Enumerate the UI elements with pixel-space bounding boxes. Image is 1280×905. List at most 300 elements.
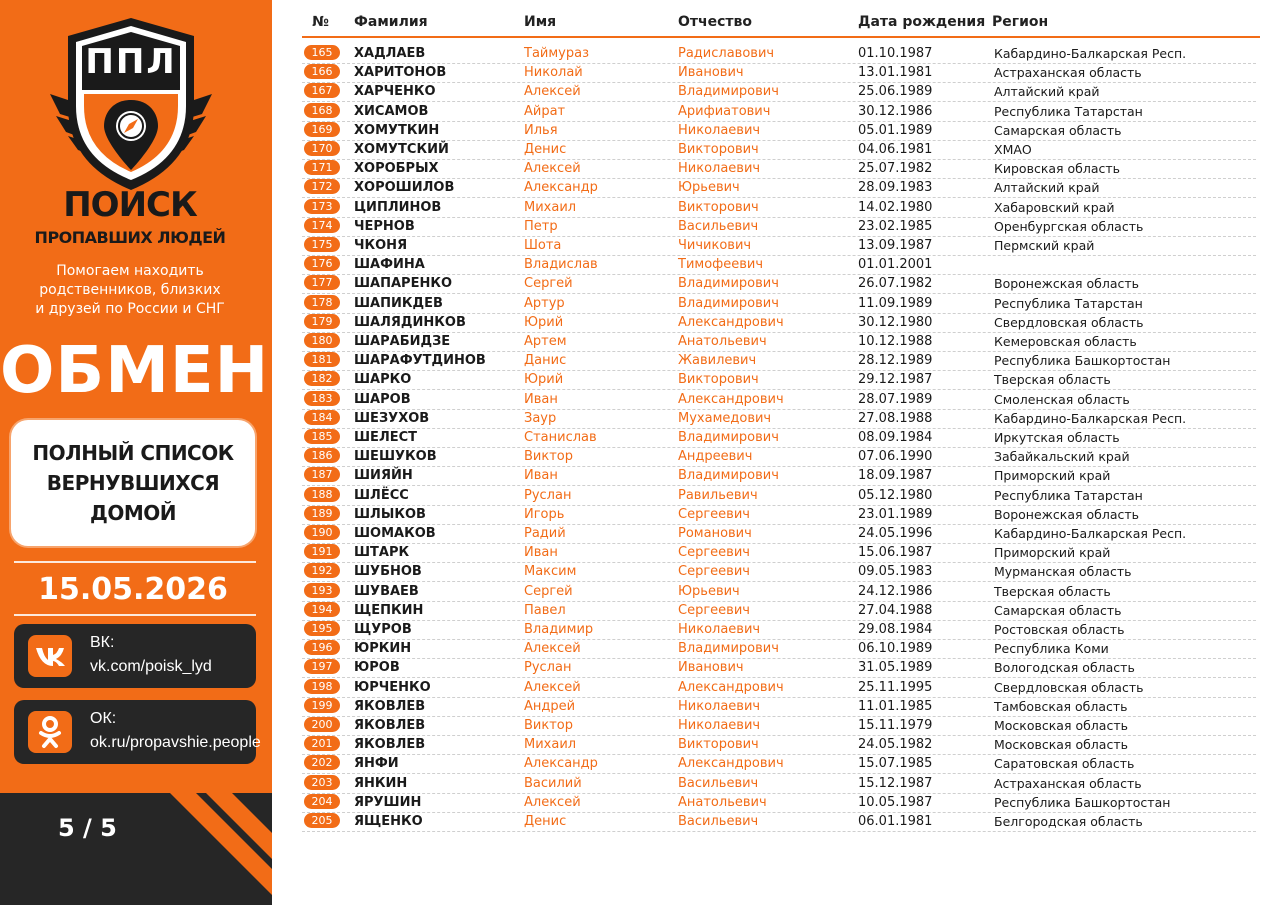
region: Приморский край	[994, 545, 1111, 561]
table-row	[302, 102, 1256, 122]
birth-date: 31.05.1989	[858, 660, 933, 676]
row-number: 197	[304, 659, 340, 674]
last-name: ШАРКО	[354, 372, 412, 388]
last-name: ХОРОШИЛОВ	[354, 180, 455, 196]
region: Самарская область	[994, 122, 1122, 138]
table-row	[302, 812, 1256, 832]
table-row	[302, 294, 1256, 314]
row-number: 195	[304, 621, 340, 636]
row-number: 182	[304, 371, 340, 386]
birth-date: 01.01.2001	[858, 257, 933, 273]
table-row	[302, 370, 1256, 390]
row-number: 202	[304, 755, 340, 770]
patronymic: Васильевич	[678, 814, 759, 829]
first-name: Владислав	[524, 257, 598, 273]
patronymic: Васильевич	[678, 775, 759, 791]
region: Белгородская область	[994, 814, 1143, 829]
last-name: ХАРИТОНОВ	[354, 65, 447, 81]
row-number: 184	[304, 410, 340, 425]
first-name: Николай	[524, 65, 583, 81]
row-number: 200	[304, 717, 340, 732]
list-title-line: ПОЛНЫЙ СПИСОК	[32, 441, 234, 465]
tagline	[0, 262, 260, 319]
patronymic: Радиславович	[678, 46, 775, 61]
table-row	[302, 82, 1256, 102]
first-name: Илья	[524, 122, 558, 138]
last-name: ЧЕРНОВ	[354, 218, 415, 234]
birth-date: 15.11.1979	[858, 718, 933, 733]
patronymic: Андреевич	[678, 449, 753, 465]
table-row	[302, 159, 1256, 179]
first-name: Иван	[524, 468, 558, 484]
patronymic: Иванович	[678, 660, 744, 676]
region: Алтайский край	[994, 84, 1100, 100]
logo-text: ППЛ	[85, 42, 177, 82]
birth-date: 13.09.1987	[858, 238, 933, 253]
first-name: Артем	[524, 334, 567, 349]
row-number: 186	[304, 448, 340, 463]
first-name: Данис	[524, 353, 567, 369]
table-row	[302, 735, 1256, 755]
patronymic: Романович	[678, 526, 752, 541]
birth-date: 10.12.1988	[858, 334, 933, 349]
patronymic: Викторович	[678, 199, 759, 215]
last-name: ХАДЛАЕВ	[354, 46, 426, 61]
first-name: Айрат	[524, 103, 566, 119]
first-name: Михаил	[524, 199, 577, 215]
table-row	[302, 562, 1256, 582]
table-row	[302, 44, 1256, 64]
row-number: 189	[304, 506, 340, 521]
birth-date: 01.10.1987	[858, 46, 933, 61]
birth-date: 28.12.1989	[858, 353, 933, 369]
table-row	[302, 543, 1256, 563]
patronymic: Равильевич	[678, 487, 758, 503]
first-name: Руслан	[524, 487, 572, 503]
region: Кабардино-Балкарская Респ.	[994, 46, 1187, 61]
region: Московская область	[994, 718, 1128, 733]
row-number: 192	[304, 563, 340, 578]
birth-date: 08.09.1984	[858, 430, 933, 445]
patronymic: Владимирович	[678, 276, 779, 292]
birth-date: 27.08.1988	[858, 410, 933, 426]
table-row	[302, 255, 1256, 275]
last-name: ШИЯЙН	[354, 468, 413, 484]
first-name: Виктор	[524, 449, 573, 465]
birth-date: 06.01.1981	[858, 814, 933, 829]
first-name: Алексей	[524, 679, 581, 695]
region: Республика Башкортостан	[994, 794, 1171, 810]
region: Воронежская область	[994, 276, 1140, 292]
row-number: 196	[304, 640, 340, 655]
first-name: Юрий	[524, 314, 564, 330]
region: Астраханская область	[994, 65, 1142, 81]
patronymic: Александрович	[678, 391, 784, 407]
table-row	[302, 754, 1256, 774]
first-name: Станислав	[524, 430, 597, 445]
row-number: 176	[304, 256, 340, 271]
last-name: ЯКОВЛЕВ	[354, 737, 426, 753]
last-name: ШТАРК	[354, 545, 410, 561]
first-name: Виктор	[524, 718, 573, 733]
tagline-line: и друзей по России и СНГ	[35, 301, 225, 317]
region: Воронежская область	[994, 506, 1140, 522]
row-number: 187	[304, 467, 340, 482]
last-name: ШАРАФУТДИНОВ	[354, 353, 486, 369]
row-number: 188	[304, 487, 340, 502]
patronymic: Анатольевич	[678, 794, 767, 810]
tagline-line: родственников, близких	[39, 282, 221, 298]
ppl-shield-logo	[46, 14, 216, 194]
region: Свердловская область	[994, 679, 1144, 695]
row-number: 181	[304, 352, 340, 367]
first-name: Максим	[524, 564, 577, 580]
table-row	[302, 236, 1256, 256]
last-name: ЯЩЕНКО	[354, 814, 423, 829]
vk-link[interactable]	[14, 624, 256, 688]
region: Приморский край	[994, 468, 1111, 484]
first-name: Иван	[524, 545, 558, 561]
birth-date: 04.06.1981	[858, 142, 933, 157]
region: Астраханская область	[994, 775, 1142, 791]
patronymic: Александрович	[678, 756, 784, 772]
birth-date: 24.05.1996	[858, 526, 933, 541]
region: Иркутская область	[994, 430, 1120, 445]
row-number: 174	[304, 218, 340, 233]
patronymic: Владимирович	[678, 641, 779, 657]
patronymic: Владимирович	[678, 295, 779, 311]
region: Республика Татарстан	[994, 487, 1143, 503]
region: Республика Татарстан	[994, 103, 1143, 119]
region: Ростовская область	[994, 622, 1125, 637]
last-name: ШЛЁСС	[354, 487, 409, 503]
table-header	[302, 12, 1260, 38]
ok-label: ОК:	[90, 710, 117, 727]
last-name: ХОМУТСКИЙ	[354, 142, 449, 157]
last-name: ШАПАРЕНКО	[354, 276, 453, 292]
first-name: Артур	[524, 295, 565, 311]
patronymic: Викторович	[678, 737, 759, 753]
birth-date: 15.12.1987	[858, 775, 933, 791]
row-number: 194	[304, 602, 340, 617]
patronymic: Сергеевич	[678, 545, 750, 561]
first-name: Алексей	[524, 84, 581, 100]
header-num: №	[312, 14, 329, 30]
row-number: 179	[304, 314, 340, 329]
row-number: 169	[304, 122, 340, 137]
patronymic: Викторович	[678, 372, 759, 388]
first-name: Алексей	[524, 161, 581, 177]
table-row	[302, 351, 1256, 371]
vk-label: ВК:	[90, 634, 115, 651]
last-name: ЯНФИ	[354, 756, 399, 772]
header-birth-date: Дата рождения	[858, 14, 986, 30]
birth-date: 26.07.1982	[858, 276, 933, 292]
divider	[14, 614, 256, 616]
region: Тверская область	[994, 372, 1111, 388]
row-number: 190	[304, 525, 340, 540]
exchange-title: ОБМЕН	[0, 334, 270, 408]
table-row	[302, 505, 1256, 525]
row-number: 193	[304, 583, 340, 598]
table-row	[302, 217, 1256, 237]
birth-date: 06.10.1989	[858, 641, 933, 657]
row-number: 172	[304, 179, 340, 194]
region: Алтайский край	[994, 180, 1100, 196]
first-name: Таймураз	[524, 46, 589, 61]
table-row	[302, 198, 1256, 218]
last-name: ЯНКИН	[354, 775, 408, 791]
list-title-line: ДОМОЙ	[90, 501, 176, 525]
birth-date: 09.05.1983	[858, 564, 933, 580]
birth-date: 05.12.1980	[858, 487, 933, 503]
table-row	[302, 601, 1256, 621]
birth-date: 10.05.1987	[858, 794, 933, 810]
table-row	[302, 390, 1256, 410]
birth-date: 13.01.1981	[858, 65, 933, 81]
last-name: ШАРОВ	[354, 391, 411, 407]
first-name: Иван	[524, 391, 558, 407]
row-number: 199	[304, 698, 340, 713]
birth-date: 14.02.1980	[858, 199, 933, 215]
table-row	[302, 63, 1256, 83]
last-name: ШЕШУКОВ	[354, 449, 437, 465]
ok-link[interactable]	[14, 700, 261, 764]
vk-url[interactable]: vk.com/poisk_lyd	[90, 658, 212, 675]
patronymic: Анатольевич	[678, 334, 767, 349]
region: Свердловская область	[994, 314, 1144, 330]
patronymic: Викторович	[678, 142, 759, 157]
birth-date: 11.09.1989	[858, 295, 933, 311]
last-name: ШЛЫКОВ	[354, 506, 426, 522]
row-number: 165	[304, 45, 340, 60]
table-row	[302, 774, 1256, 794]
last-name: ХАРЧЕНКО	[354, 84, 436, 100]
region: ХМАО	[994, 142, 1032, 157]
patronymic: Владимирович	[678, 84, 779, 100]
row-number: 204	[304, 794, 340, 809]
table-row	[302, 140, 1256, 160]
table-row	[302, 678, 1256, 698]
page-number: 5 / 5	[58, 814, 117, 842]
row-number: 177	[304, 275, 340, 290]
birth-date: 29.12.1987	[858, 372, 933, 388]
last-name: ШУБНОВ	[354, 564, 422, 580]
region: Тамбовская область	[994, 698, 1128, 714]
last-name: ХИСАМОВ	[354, 103, 429, 119]
first-name: Денис	[524, 142, 567, 157]
row-number: 167	[304, 83, 340, 98]
region: Смоленская область	[994, 391, 1130, 407]
region: Оренбургская область	[994, 218, 1144, 234]
row-number: 191	[304, 544, 340, 559]
last-name: ШЕЗУХОВ	[354, 410, 430, 426]
table-row	[302, 524, 1256, 544]
last-name: ЦИПЛИНОВ	[354, 199, 442, 215]
last-name: ЯКОВЛЕВ	[354, 718, 426, 733]
first-name: Денис	[524, 814, 567, 829]
last-name: ШАПИКДЕВ	[354, 295, 443, 311]
sidebar	[0, 0, 272, 905]
table-row	[302, 716, 1256, 736]
region: Кемеровская область	[994, 334, 1137, 349]
exchange-date: 15.05.2026	[38, 572, 228, 607]
first-name: Алексей	[524, 794, 581, 810]
table-row	[302, 447, 1256, 467]
patronymic: Николаевич	[678, 622, 761, 637]
table-row	[302, 313, 1256, 333]
last-name: ЩУРОВ	[354, 622, 412, 637]
last-name: ЮРЧЕНКО	[354, 679, 431, 695]
first-name: Сергей	[524, 276, 573, 292]
patronymic: Сергеевич	[678, 602, 750, 618]
table-row	[302, 793, 1256, 813]
first-name: Алексей	[524, 641, 581, 657]
patronymic: Васильевич	[678, 218, 759, 234]
last-name: ЯКОВЛЕВ	[354, 698, 426, 714]
ok-url[interactable]: ok.ru/propavshie.people	[90, 734, 261, 751]
patronymic: Иванович	[678, 65, 744, 81]
row-number: 171	[304, 160, 340, 175]
birth-date: 28.09.1983	[858, 180, 933, 196]
table-row	[302, 178, 1256, 198]
table-row	[302, 639, 1256, 659]
birth-date: 30.12.1980	[858, 314, 933, 330]
region: Кабардино-Балкарская Респ.	[994, 526, 1187, 541]
first-name: Руслан	[524, 660, 572, 676]
divider	[14, 561, 256, 563]
patronymic: Николаевич	[678, 161, 761, 177]
birth-date: 24.05.1982	[858, 737, 933, 753]
birth-date: 15.07.1985	[858, 756, 933, 772]
vk-icon	[28, 635, 72, 677]
brand-subtitle: ПРОПАВШИХ ЛЮДЕЙ	[34, 228, 226, 247]
last-name: ШАЛЯДИНКОВ	[354, 314, 466, 330]
row-number: 198	[304, 679, 340, 694]
patronymic: Жавилевич	[678, 353, 757, 369]
list-title-card	[14, 423, 252, 543]
header-patronymic: Отчество	[678, 14, 753, 30]
table-row	[302, 620, 1256, 640]
birth-date: 30.12.1986	[858, 103, 933, 119]
last-name: ЩЕПКИН	[354, 602, 424, 618]
region: Республика Коми	[994, 641, 1109, 657]
patronymic: Владимирович	[678, 430, 779, 445]
table-row	[302, 332, 1256, 352]
table-row	[302, 428, 1256, 448]
header-first-name: Имя	[524, 14, 557, 30]
footer-stripes	[0, 793, 272, 905]
region: Забайкальский край	[994, 449, 1130, 465]
row-number: 185	[304, 429, 340, 444]
patronymic: Владимирович	[678, 468, 779, 484]
row-number: 170	[304, 141, 340, 156]
first-name: Михаил	[524, 737, 577, 753]
first-name: Сергей	[524, 583, 573, 599]
table-row	[302, 121, 1256, 141]
last-name: ШАРАБИДЗЕ	[354, 334, 451, 349]
patronymic: Николаевич	[678, 718, 761, 733]
birth-date: 25.06.1989	[858, 84, 933, 100]
region: Кабардино-Балкарская Респ.	[994, 410, 1187, 426]
birth-date: 15.06.1987	[858, 545, 933, 561]
region: Мурманская область	[994, 564, 1132, 580]
header-last-name: Фамилия	[354, 14, 428, 30]
first-name: Заур	[524, 410, 557, 426]
region: Пермский край	[994, 238, 1095, 253]
birth-date: 27.04.1988	[858, 602, 933, 618]
first-name: Андрей	[524, 698, 576, 714]
row-number: 203	[304, 775, 340, 790]
birth-date: 28.07.1989	[858, 391, 933, 407]
region: Саратовская область	[994, 756, 1135, 772]
region: Республика Татарстан	[994, 295, 1143, 311]
patronymic: Александрович	[678, 679, 784, 695]
ok-icon	[28, 711, 72, 753]
patronymic: Николаевич	[678, 698, 761, 714]
row-number: 183	[304, 391, 340, 406]
birth-date: 24.12.1986	[858, 583, 933, 599]
last-name: ЮРОВ	[354, 660, 400, 676]
first-name: Василий	[524, 775, 582, 791]
birth-date: 11.01.1985	[858, 698, 933, 714]
birth-date: 18.09.1987	[858, 468, 933, 484]
birth-date: 25.07.1982	[858, 161, 933, 177]
birth-date: 07.06.1990	[858, 449, 933, 465]
table-row	[302, 582, 1256, 602]
patronymic: Александрович	[678, 314, 784, 330]
first-name: Павел	[524, 602, 566, 618]
patronymic: Сергеевич	[678, 506, 750, 522]
table-row	[302, 466, 1256, 486]
first-name: Радий	[524, 526, 566, 541]
row-number: 173	[304, 199, 340, 214]
patronymic: Сергеевич	[678, 564, 750, 580]
last-name: ХОМУТКИН	[354, 122, 440, 138]
row-number: 166	[304, 64, 340, 79]
birth-date: 23.02.1985	[858, 218, 933, 234]
last-name: ШАФИНА	[354, 257, 425, 273]
table-row	[302, 697, 1256, 717]
table-row	[302, 409, 1256, 429]
list-title-line: ВЕРНУВШИХСЯ	[46, 471, 220, 495]
tagline-line: Помогаем находить	[56, 263, 204, 279]
region: Московская область	[994, 737, 1128, 753]
first-name: Петр	[524, 218, 558, 234]
first-name: Александр	[524, 756, 598, 772]
first-name: Игорь	[524, 506, 565, 522]
last-name: ЧКОНЯ	[354, 238, 408, 253]
brand-title: ПОИСК	[63, 185, 197, 225]
patronymic: Чичикович	[678, 238, 752, 253]
first-name: Владимир	[524, 622, 594, 637]
last-name: ХОРОБРЫХ	[354, 161, 439, 177]
table-row	[302, 486, 1256, 506]
region: Самарская область	[994, 602, 1122, 618]
patronymic: Тимофеевич	[678, 257, 764, 273]
row-number: 201	[304, 736, 340, 751]
birth-date: 25.11.1995	[858, 679, 933, 695]
row-number: 205	[304, 813, 340, 828]
row-number: 168	[304, 103, 340, 118]
last-name: ШОМАКОВ	[354, 526, 436, 541]
region: Вологодская область	[994, 660, 1135, 676]
row-number: 180	[304, 333, 340, 348]
birth-date: 29.08.1984	[858, 622, 933, 637]
row-number: 175	[304, 237, 340, 252]
last-name: ЮРКИН	[354, 641, 412, 657]
header-region: Регион	[992, 14, 1049, 30]
